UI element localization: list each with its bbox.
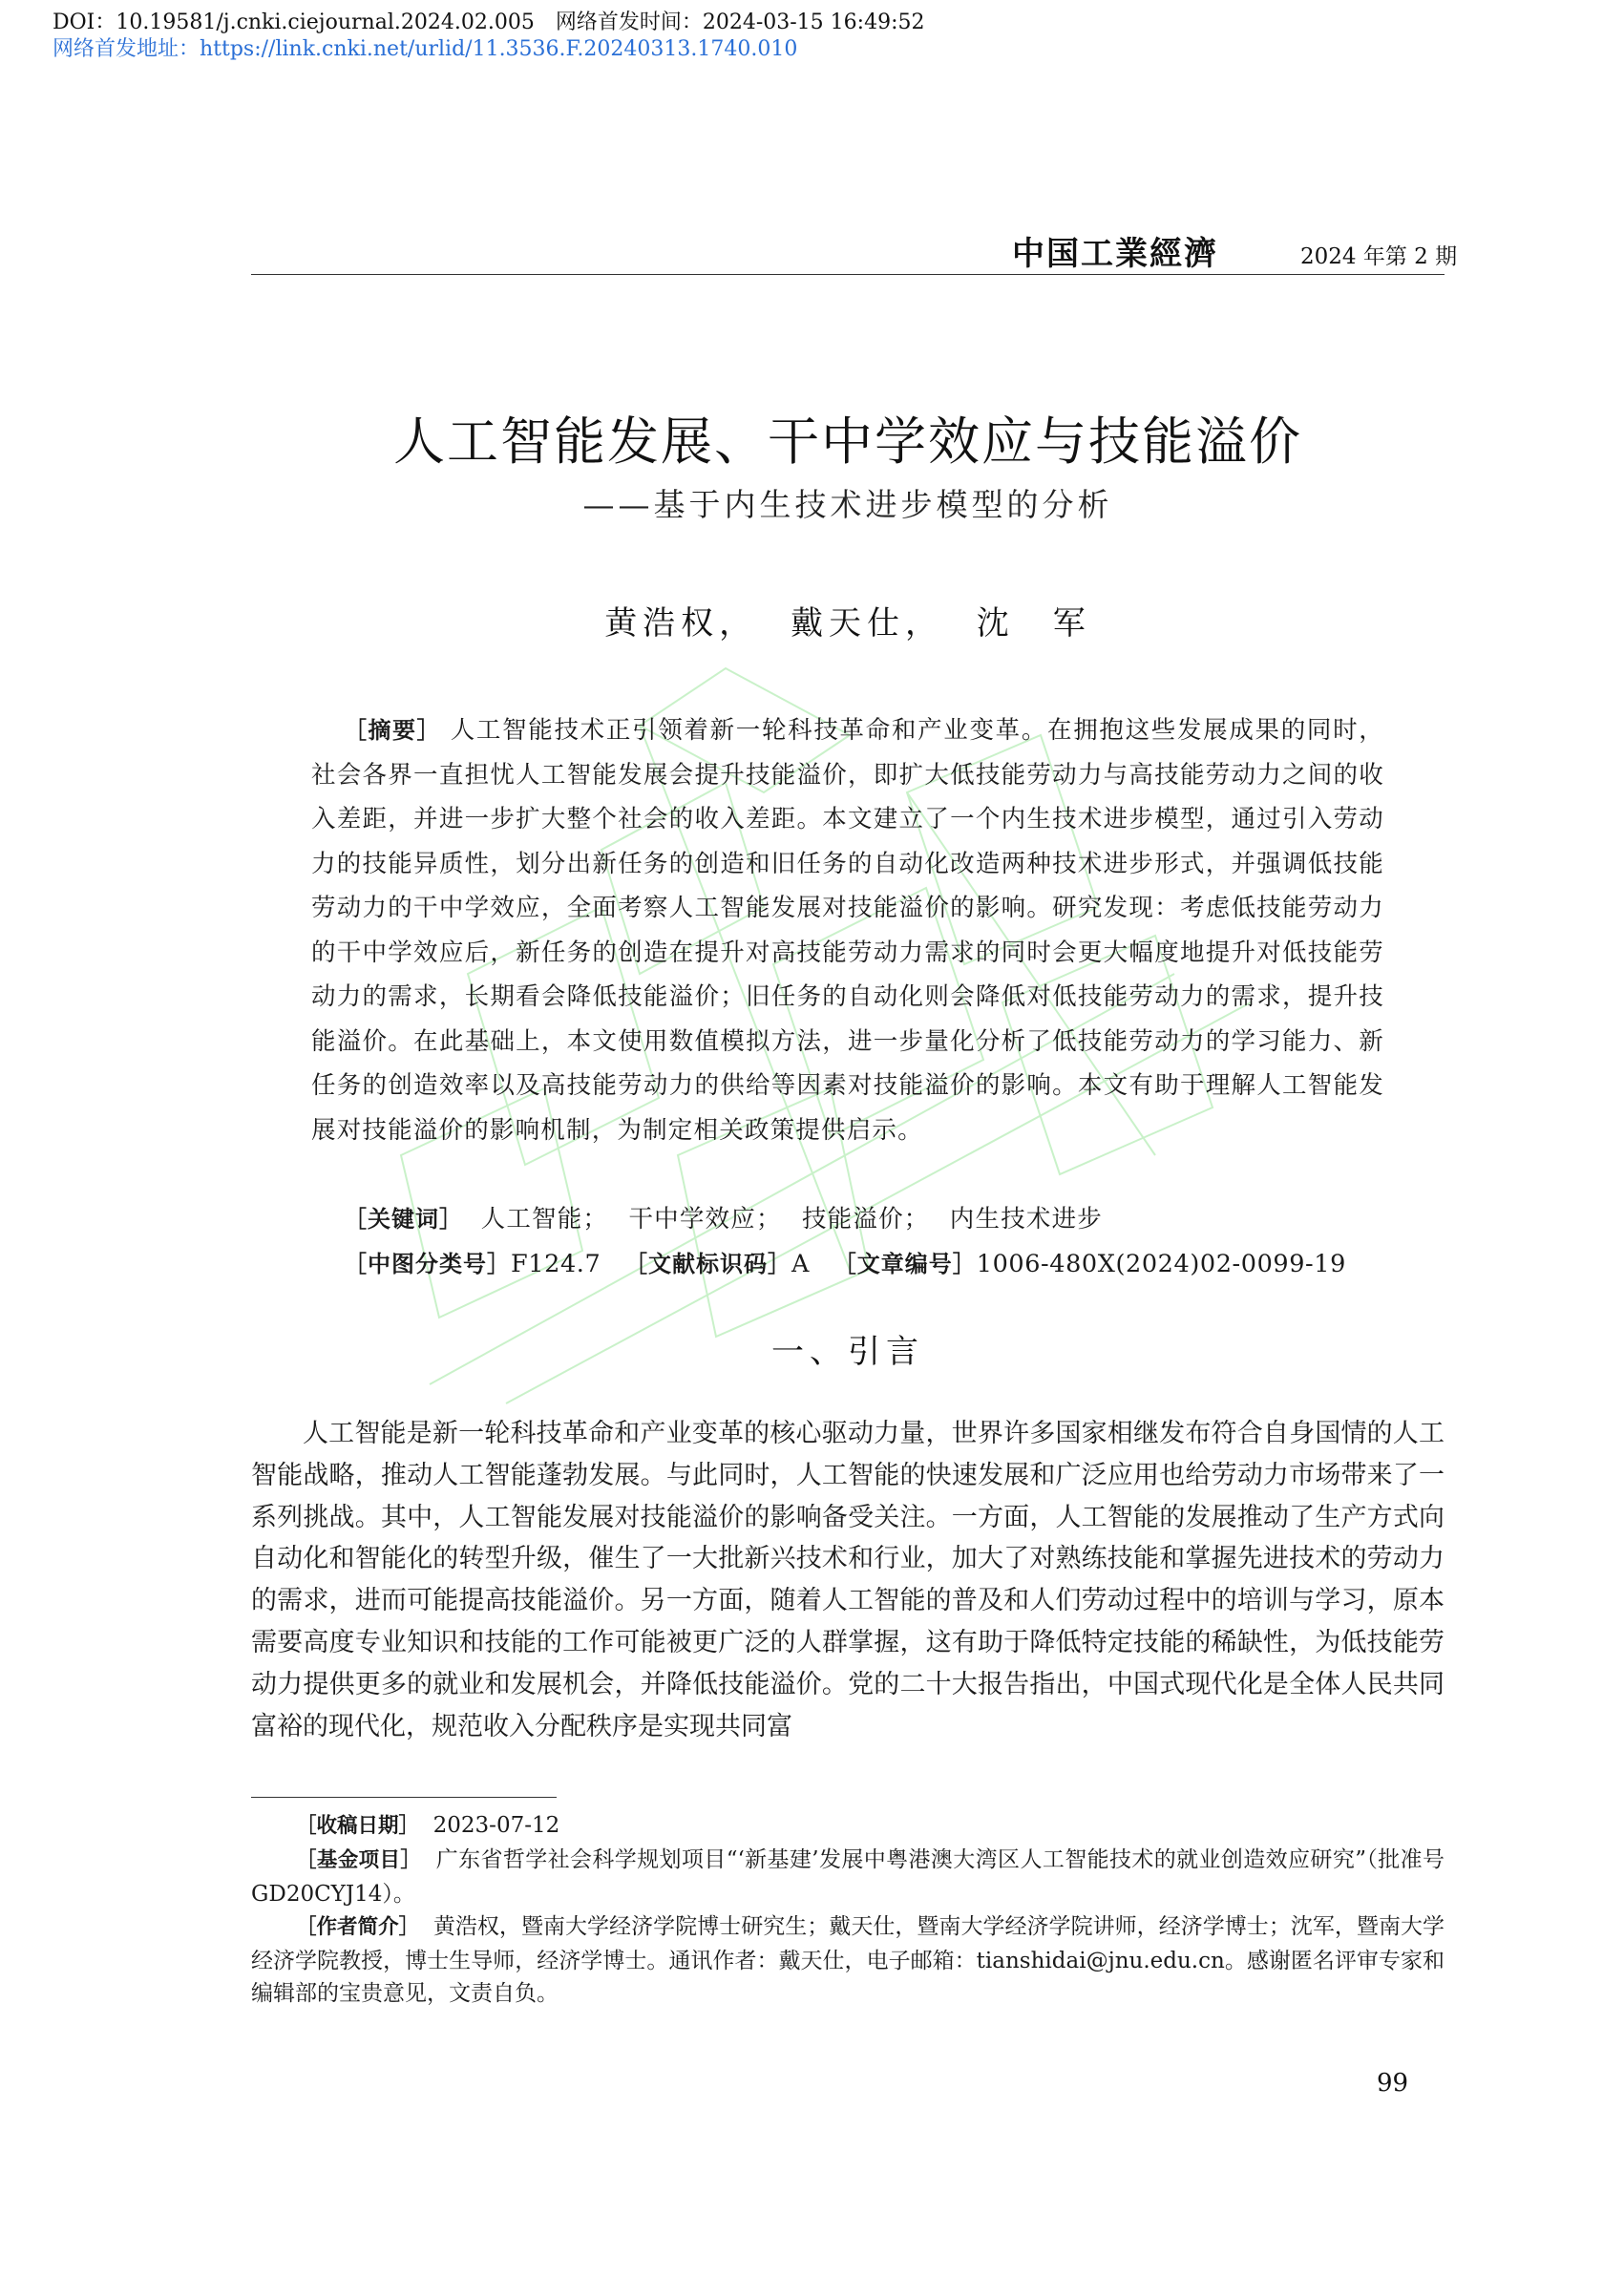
page-number: 99 — [1377, 2069, 1409, 2098]
footnote-received-date — [251, 1809, 1445, 1844]
funding-value: 广东省哲学社会科学规划项目“‘新基建’发展中粤港澳大湾区人工智能技术的就业创造效应研究”（批准号GD20CYJ14）。 — [251, 1847, 1445, 1907]
received-date-value: 2023-07-12 — [432, 1813, 560, 1838]
abstract — [311, 708, 1384, 1152]
abstract-paragraph — [311, 708, 1384, 1152]
clc-label: ［中图分类号］ — [344, 1251, 511, 1277]
keyword-item: 内生技术进步 — [949, 1205, 1103, 1234]
clc-value: F124.7 — [511, 1250, 601, 1278]
article-number-label: ［文章编号］ — [833, 1251, 977, 1277]
classification-line — [344, 1245, 1346, 1278]
doi-line — [53, 6, 924, 35]
keyword-item: 人工智能； — [480, 1205, 609, 1234]
author-bio-label: ［作者简介］ — [296, 1915, 420, 1939]
header-divider — [251, 274, 1445, 275]
funding-label: ［基金项目］ — [296, 1848, 422, 1872]
received-date-label: ［收稿日期］ — [296, 1814, 420, 1838]
online-time: 网络首发时间：2024-03-15 16:49:52 — [555, 11, 925, 34]
journal-name: 中国工業經濟 — [1012, 235, 1218, 273]
online-url[interactable]: 网络首发地址：https://link.cnki.net/urlid/11.3536.F.20240313.1740.010 — [53, 37, 798, 61]
body-paragraph: 人工智能是新一轮科技革命和产业变革的核心驱动力量，世界许多国家相继发布符合自身国情的人工智能战略，推动人工智能蓬勃发展。与此同时，人工智能的快速发展和广泛应用也给劳动力市场带来了一系列挑战。其中，人工智能发展对技能溢价的影响备受关注。一方面，人工智能的发展推动了生产方式向自动化和智能化的转型升级，催生了一大批新兴技术和行业，加大了对熟练技能和掌握先进技术的劳动力的需求，进而可能提高技能溢价。另一方面，随着人工智能的普及和人们劳动过程中的培训与学习，原本需要高度专业知识和技能的工作可能被更广泛的人群掌握，这有助于降低特定技能的稀缺性，为低技能劳动力提供更多的就业和发展机会，并降低技能溢价。党的二十大报告指出，中国式现代化是全体人民共同富裕的现代化，规范收入分配秩序是实现共同富 — [251, 1419, 1445, 1741]
footnote-divider — [251, 1797, 557, 1798]
footnote-funding — [251, 1844, 1445, 1910]
keywords-line — [344, 1200, 1114, 1234]
abstract-text: 人工智能技术正引领着新一轮科技革命和产业变革。在拥抱这些发展成果的同时，社会各界一直担忧人工智能发展会提升技能溢价，即扩大低技能劳动力与高技能劳动力之间的收入差距，并进一步扩大整个社会的收入差距。本文建立了一个内生技术进步模型，通过引入劳动力的技能异质性，划分出新任务的创造和旧任务的自动化改造两种技术进步形式，并强调低技能劳动力的干中学效应，全面考察人工智能发展对技能溢价的影响。研究发现：考虑低技能劳动力的干中学效应后，新任务的创造在提升对高技能劳动力需求的同时会更大幅度地提升对低技能劳动力的需求，长期看会降低技能溢价；旧任务的自动化则会降低对低技能劳动力的需求，提升技能溢价。在此基础上，本文使用数值模拟方法，进一步量化分析了低技能劳动力的学习能力、新任务的创造效率以及高技能劳动力的供给等因素对技能溢价的影响。本文有助于理解人工智能发展对技能溢价的影响机制，为制定相关政策提供启示。 — [311, 716, 1385, 1145]
article-title: 人工智能发展、干中学效应与技能溢价 — [393, 411, 1302, 472]
keyword-item: 干中学效应； — [628, 1205, 782, 1234]
doc-code-value: A — [791, 1250, 811, 1278]
abstract-label: ［摘要］ — [344, 717, 441, 744]
author-bio-value: 黄浩权，暨南大学经济学院博士研究生；戴天仕，暨南大学经济学院讲师，经济学博士；沈军，暨南大学经济学院教授，博士生导师，经济学博士。通讯作者：戴天仕，电子邮箱：tianshidai@jnu.edu.cn。感谢匿名评审专家和编辑部的宝贵意见，文责自负。 — [251, 1914, 1445, 2006]
section-heading: 一、引言 — [771, 1333, 924, 1371]
article-authors: 黄浩权， 戴天仕， 沈 军 — [604, 604, 1091, 643]
article-subtitle: ——基于内生技术进步模型的分析 — [582, 486, 1113, 523]
issue-label: 2024 年第 2 期 — [1300, 244, 1458, 269]
keyword-item: 技能溢价； — [801, 1205, 930, 1234]
doc-code-label: ［文献标识码］ — [624, 1251, 792, 1277]
keywords-label: ［关键词］ — [344, 1206, 463, 1233]
footnote-author-bio — [251, 1910, 1445, 2011]
doi: DOI：10.19581/j.cnki.ciejournal.2024.02.005 — [53, 11, 535, 34]
article-number-value: 1006-480X(2024)02-0099-19 — [976, 1250, 1346, 1278]
